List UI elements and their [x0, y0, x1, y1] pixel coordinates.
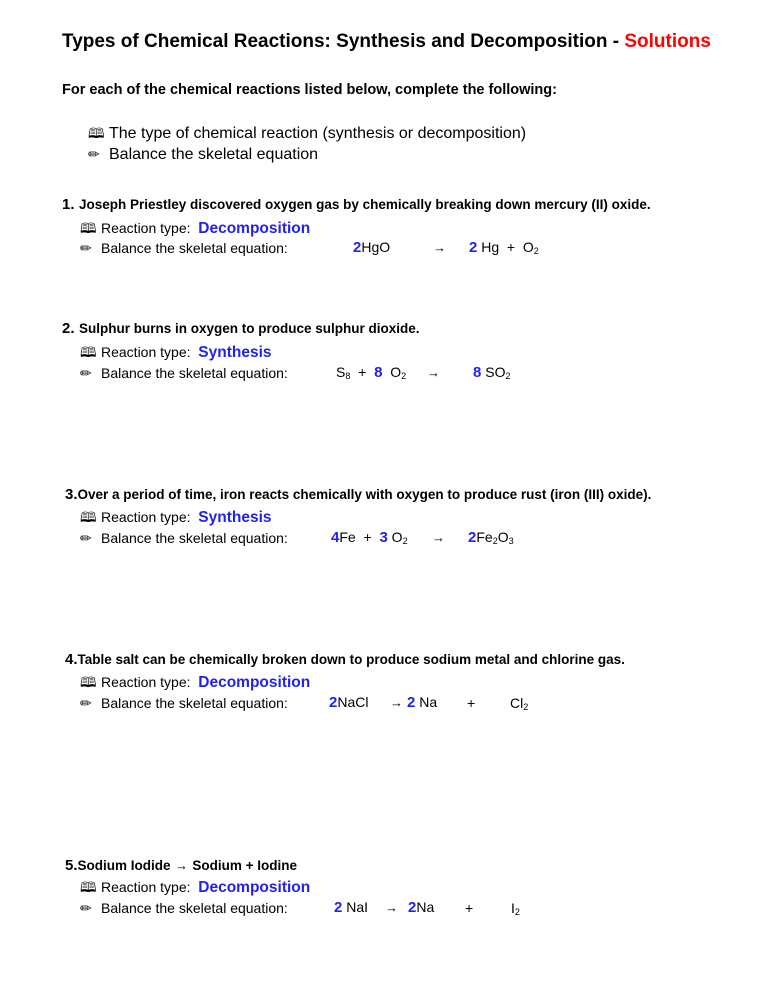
product: Cl — [510, 695, 524, 711]
equation-4-product-2 — [510, 695, 528, 712]
product: O — [497, 529, 509, 545]
question-1 — [62, 196, 651, 214]
pencil-icon: ✏ — [80, 240, 92, 256]
reactant: NaI — [346, 899, 369, 915]
reactant: HgO — [361, 239, 391, 255]
reactant: O — [390, 364, 402, 380]
question-number: 1. — [62, 196, 75, 213]
subscript: 2 — [523, 702, 529, 712]
book-icon: 🕮 — [80, 879, 97, 895]
pencil-icon: ✏ — [88, 146, 100, 162]
equation-4 — [329, 694, 368, 711]
arrow-icon: → — [390, 695, 403, 710]
instruction-item — [88, 146, 318, 164]
arrow-icon: → — [433, 240, 446, 255]
question-prompt-rest: Sodium + Iodine — [192, 858, 298, 873]
product: Hg — [481, 239, 500, 255]
balance-label: Balance the skeletal equation: — [101, 695, 288, 711]
product: I — [511, 900, 515, 916]
equation-2 — [336, 364, 406, 381]
coefficient: 2 — [407, 694, 416, 711]
subscript: 2 — [492, 536, 498, 546]
plus-sign: + — [358, 364, 367, 380]
plus-sign: + — [465, 900, 474, 916]
coefficient: 2 — [468, 529, 477, 546]
question-4 — [65, 651, 625, 669]
question-prompt: Sulphur burns in oxygen to produce sulphur dioxide. — [78, 321, 420, 336]
reaction-type-row — [80, 218, 310, 242]
reaction-type-label: Reaction type: — [101, 220, 191, 236]
equation-4-products — [407, 694, 437, 711]
subscript: 3 — [508, 536, 514, 546]
reaction-type-label: Reaction type: — [101, 344, 191, 360]
reactant: S — [336, 364, 346, 380]
equation-3-products — [468, 529, 514, 546]
reactant: Fe — [339, 529, 356, 545]
equation-1-products — [469, 239, 539, 256]
coefficient: 8 — [473, 364, 482, 381]
reactant: NaCl — [337, 694, 369, 710]
equation-5-products — [408, 899, 434, 916]
plus-sign: + — [363, 529, 372, 545]
equation-5 — [334, 899, 368, 916]
arrow-icon: → — [432, 530, 445, 545]
coefficient: 2 — [353, 239, 362, 256]
equation-5-product-2 — [511, 900, 520, 917]
subscript: 2 — [514, 907, 520, 917]
coefficient: 8 — [374, 364, 383, 381]
reaction-type-answer: Synthesis — [198, 344, 272, 361]
reaction-type-label: Reaction type: — [101, 674, 191, 690]
question-number: 3. — [65, 486, 78, 503]
instruction-text: Balance the skeletal equation — [109, 146, 319, 163]
pencil-icon: ✏ — [80, 695, 92, 711]
question-prompt: Sodium Iodide — [77, 858, 171, 873]
balance-row — [80, 365, 288, 382]
reaction-type-label: Reaction type: — [101, 509, 191, 525]
arrow-icon: → — [174, 858, 188, 873]
instruction-item — [88, 123, 526, 147]
instruction-text: The type of chemical reaction (synthesis or decomposition) — [109, 125, 527, 142]
reaction-type-answer: Synthesis — [198, 509, 272, 526]
reaction-type-answer: Decomposition — [198, 674, 311, 691]
question-number: 4. — [65, 651, 78, 668]
question-2 — [62, 320, 419, 338]
subscript: 2 — [533, 246, 539, 256]
arrow-icon: → — [427, 365, 440, 380]
arrow-icon: → — [385, 900, 398, 915]
book-icon: 🕮 — [88, 125, 105, 141]
product: SO — [485, 364, 506, 380]
product: O — [522, 239, 534, 255]
coefficient: 2 — [469, 239, 478, 256]
question-3 — [65, 486, 651, 504]
product: Fe — [476, 529, 493, 545]
title-solutions: Solutions — [624, 31, 711, 52]
pencil-icon: ✏ — [80, 900, 92, 916]
title-main: Types of Chemical Reactions: Synthesis and Decomposition - — [62, 31, 625, 52]
coefficient: 4 — [331, 529, 340, 546]
equation-2-products — [473, 364, 510, 381]
reaction-type-row — [80, 877, 310, 901]
reaction-type-row — [80, 342, 272, 366]
question-prompt: Table salt can be chemically broken down to produce sodium metal and chlorine gas. — [77, 652, 625, 667]
reactant: O — [391, 529, 403, 545]
reaction-type-row — [80, 672, 310, 696]
plus-sign: + — [467, 695, 476, 711]
coefficient: 2 — [334, 899, 343, 916]
coefficient: 2 — [329, 694, 338, 711]
coefficient: 2 — [408, 899, 417, 916]
balance-label: Balance the skeletal equation: — [101, 530, 288, 546]
book-icon: 🕮 — [80, 344, 97, 360]
question-5 — [65, 857, 297, 875]
balance-label: Balance the skeletal equation: — [101, 365, 288, 381]
balance-row — [80, 900, 288, 917]
coefficient: 3 — [379, 529, 388, 546]
pencil-icon: ✏ — [80, 530, 92, 546]
balance-label: Balance the skeletal equation: — [101, 900, 288, 916]
reaction-type-answer: Decomposition — [198, 220, 311, 237]
question-prompt: Over a period of time, iron reacts chemically with oxygen to produce rust (iron (III) oxide). — [77, 487, 652, 502]
book-icon: 🕮 — [80, 220, 97, 236]
subscript: 2 — [505, 371, 511, 381]
book-icon: 🕮 — [80, 509, 97, 525]
balance-row — [80, 695, 288, 712]
subscript: 2 — [402, 536, 408, 546]
balance-row — [80, 240, 288, 257]
reaction-type-row — [80, 507, 272, 531]
intro-text: For each of the chemical reactions listed below, complete the following: — [62, 82, 557, 98]
subscript: 2 — [401, 371, 407, 381]
question-number: 5. — [65, 857, 78, 874]
pencil-icon: ✏ — [80, 365, 92, 381]
question-prompt: Joseph Priestley discovered oxygen gas by chemically breaking down mercury (II) oxide. — [78, 197, 651, 212]
product: Na — [416, 899, 435, 915]
balance-label: Balance the skeletal equation: — [101, 240, 288, 256]
subscript: 8 — [345, 371, 351, 381]
balance-row — [80, 530, 288, 547]
reaction-type-label: Reaction type: — [101, 879, 191, 895]
equation-1 — [353, 239, 390, 256]
question-number: 2. — [62, 320, 75, 337]
plus-sign: + — [506, 239, 516, 255]
equation-3 — [331, 529, 408, 546]
product: Na — [419, 694, 438, 710]
book-icon: 🕮 — [80, 674, 97, 690]
page-title — [62, 31, 711, 53]
reaction-type-answer: Decomposition — [198, 879, 311, 896]
